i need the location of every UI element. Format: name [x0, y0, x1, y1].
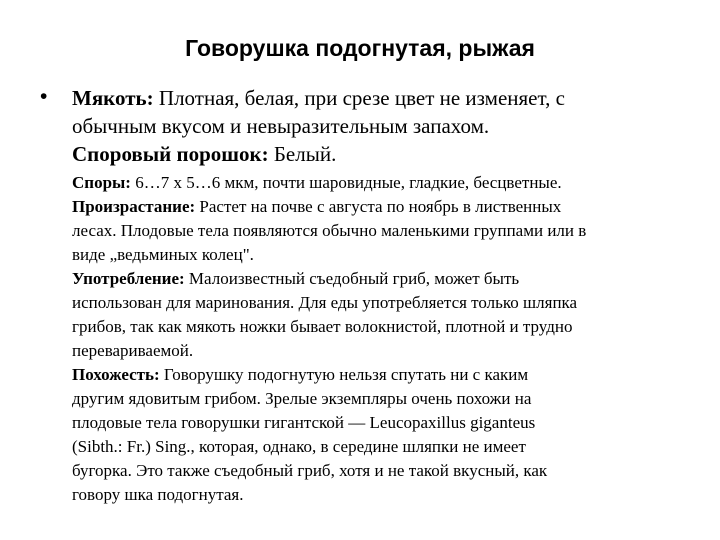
usage-line-4: перевариваемой. [72, 341, 194, 360]
similarity-label: Похожесть: [72, 365, 160, 384]
usage-label: Употребление: [72, 269, 185, 288]
pulp-paragraph [72, 84, 692, 168]
pulp-label: Мякоть: [72, 86, 154, 110]
usage-text-1: Малоизвестный съедобный гриб, может быть [184, 269, 520, 288]
growth-line-2: лесах. Плодовые тела появляются обычно маленькими группами или в [72, 221, 587, 240]
similarity-line-5: бугорка. Это также съедобный гриб, хотя и не такой вкусный, как [72, 461, 548, 480]
spore-powder-label: Споровый порошок: [72, 142, 269, 166]
similarity-line-6: говору шка подогнутая. [72, 485, 244, 504]
spore-powder-line [72, 140, 692, 168]
usage-line-1 [72, 267, 692, 291]
slide-title: Говорушка подогнутая, рыжая [185, 35, 535, 61]
similarity-line-1 [72, 363, 692, 387]
growth-label: Произрастание: [72, 197, 196, 216]
usage-paragraph [72, 267, 692, 363]
spores-line [72, 171, 692, 195]
spores-paragraph [72, 171, 692, 195]
growth-line-3: виде „ведьминых колец". [72, 245, 254, 264]
growth-text-1: Растет на почве с августа по ноябрь в лиственных [195, 197, 562, 216]
pulp-line-1 [72, 84, 692, 112]
similarity-line-4: (Sibth.: Fr.) Sing., которая, однако, в середине шляпки не имеет [72, 437, 526, 456]
pulp-text-1: Плотная, белая, при срезе цвет не изменяет, с [153, 86, 565, 110]
growth-paragraph [72, 195, 692, 267]
similarity-line-3: плодовые тела говорушки гигантской — Leucopaxillus giganteus [72, 413, 536, 432]
usage-line-2: использован для маринования. Для еды употребляется только шляпка [72, 293, 578, 312]
similarity-line-2: другим ядовитым грибом. Зрелые экземпляры очень похожи на [72, 389, 532, 408]
usage-line-3: грибов, так как мякоть ножки бывает волокнистой, плотной и трудно [72, 317, 573, 336]
growth-line-1 [72, 195, 692, 219]
pulp-line-2: обычным вкусом и невыразительным запахом. [72, 114, 490, 138]
similarity-text-1: Говорушку подогнутую нельзя спутать ни с каким [159, 365, 529, 384]
spores-text: 6…7 х 5…6 мкм, почти шаровидные, гладкие, бесцветные. [130, 173, 562, 192]
spores-label: Споры: [72, 173, 131, 192]
spore-powder-text: Белый. [268, 142, 337, 166]
bullet-marker: • [40, 85, 48, 108]
description-block [72, 84, 692, 507]
similarity-paragraph [72, 363, 692, 507]
